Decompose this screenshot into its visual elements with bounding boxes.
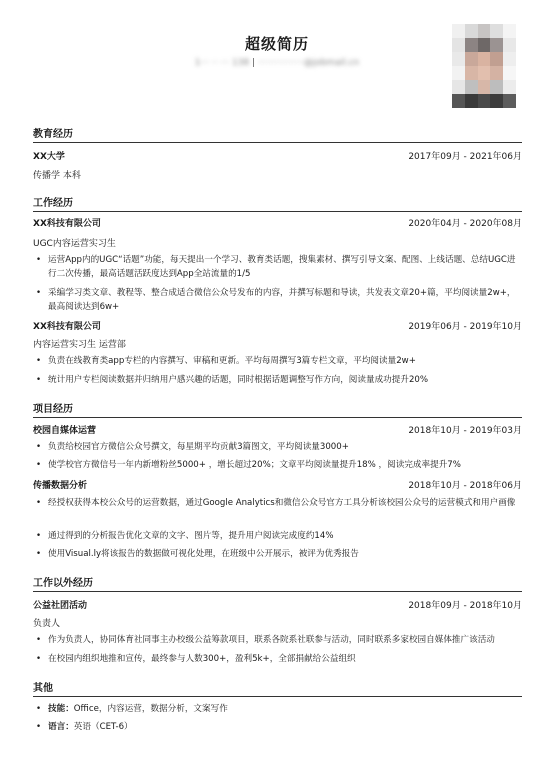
activity-date: 2018年09月 - 2018年10月	[408, 601, 522, 611]
project-name: 校园自媒体运营	[33, 426, 97, 436]
skills-value: Office，内容运营，数据分析，文案写作	[73, 704, 228, 714]
school-name: XX大学	[33, 152, 65, 162]
section-divider	[33, 591, 522, 592]
projects-section-title: 项目经历	[33, 404, 73, 415]
list-item: • 在校园内组织地推和宣传，最终参与人数300+，盈利5k+，全部捐献给公益组织	[36, 652, 522, 666]
misc-section-title: 其他	[33, 683, 53, 694]
project-name: 传播数据分析	[33, 481, 88, 491]
activity-name: 公益社团活动	[33, 601, 88, 611]
language-label: 语言：	[48, 722, 74, 732]
education-section-title: 教育经历	[33, 129, 73, 140]
project-date: 2018年10月 - 2018年06月	[408, 481, 522, 491]
list-item: • 采编学习类文章、教程等、整合成适合微信公众号发布的内容，并撰写标题和导读，共发表文章20+篇，平均阅读量2w+，最高阅读达到6w+	[36, 286, 522, 314]
activity-role: 负责人	[33, 619, 61, 629]
work-role: 内容运营实习生 运营部	[33, 340, 126, 350]
education-degree: 传播学 本科	[33, 171, 81, 181]
work-role: UGC内容运营实习生	[33, 239, 116, 249]
list-item: • 通过得到的分析报告优化文章的文字、图片等，提升用户阅读完成度约14%	[36, 529, 522, 543]
language-item	[36, 720, 522, 734]
section-divider	[33, 696, 522, 697]
skills-item	[36, 702, 522, 716]
profile-photo	[452, 24, 516, 108]
list-item: • 负责给校园官方微信公众号撰文，每星期平均贡献3篇图文，平均阅读量3000+	[36, 440, 522, 454]
list-item: • 使用Visual.ly将该报告的数据做可视化处理，在班级中公开展示，被评为优秀报告	[36, 547, 522, 561]
work-date: 2020年04月 - 2020年08月	[408, 219, 522, 229]
list-item: • 作为负责人，协同体育社同事主办校级公益筹款项目，联系各院系社联参与活动，同时联系多家校园自媒体推广该活动	[36, 633, 522, 647]
list-item: • 使学校官方微信号一年内新增粉丝5000+ ，增长超过20%；文章平均阅读量提升18% ，阅读完成率提升7%	[36, 458, 522, 472]
list-item: • 运营App内的UGC“话题”功能，每天提出一个学习、教育类话题，搜集素材、撰写引导文案、配图、上线话题、总结UGC进行二次传播，最高话题活跃度达到App全站流量的1/5	[36, 253, 522, 281]
section-divider	[33, 142, 522, 143]
education-date: 2017年09月 - 2021年06月	[408, 152, 522, 162]
skills-label: 技能：	[48, 704, 74, 714]
work-date: 2019年06月 - 2019年10月	[408, 322, 522, 332]
company-name: XX科技有限公司	[33, 322, 101, 332]
other-exp-section-title: 工作以外经历	[33, 578, 93, 589]
list-item: • 经授权获得本校公众号的运营数据，通过Google Analytics和微信公众号官方工具分析该校园公众号的运营模式和用户画像	[36, 496, 522, 510]
section-divider	[33, 211, 522, 212]
section-divider	[33, 417, 522, 418]
phone-number: 1··· ·· ··· 138	[194, 58, 250, 68]
contact-separator: |	[252, 58, 256, 68]
work-section-title: 工作经历	[33, 198, 73, 209]
resume-name: 超级简历	[244, 35, 309, 53]
language-value: 英语（CET-6）	[73, 722, 133, 732]
list-item: • 负责在线教育类app专栏的内容撰写、审稿和更新。平均每周撰写3篇专栏文章，平均阅读量2w+	[36, 354, 522, 368]
project-date: 2018年10月 - 2019年03月	[408, 426, 522, 436]
email-address: ················@jobmail.cn	[257, 58, 360, 68]
company-name: XX科技有限公司	[33, 219, 101, 229]
list-item: • 统计用户专栏阅读数据并归纳用户感兴趣的话题，同时根据话题调整写作方向，阅读量成功提升20%	[36, 373, 522, 387]
